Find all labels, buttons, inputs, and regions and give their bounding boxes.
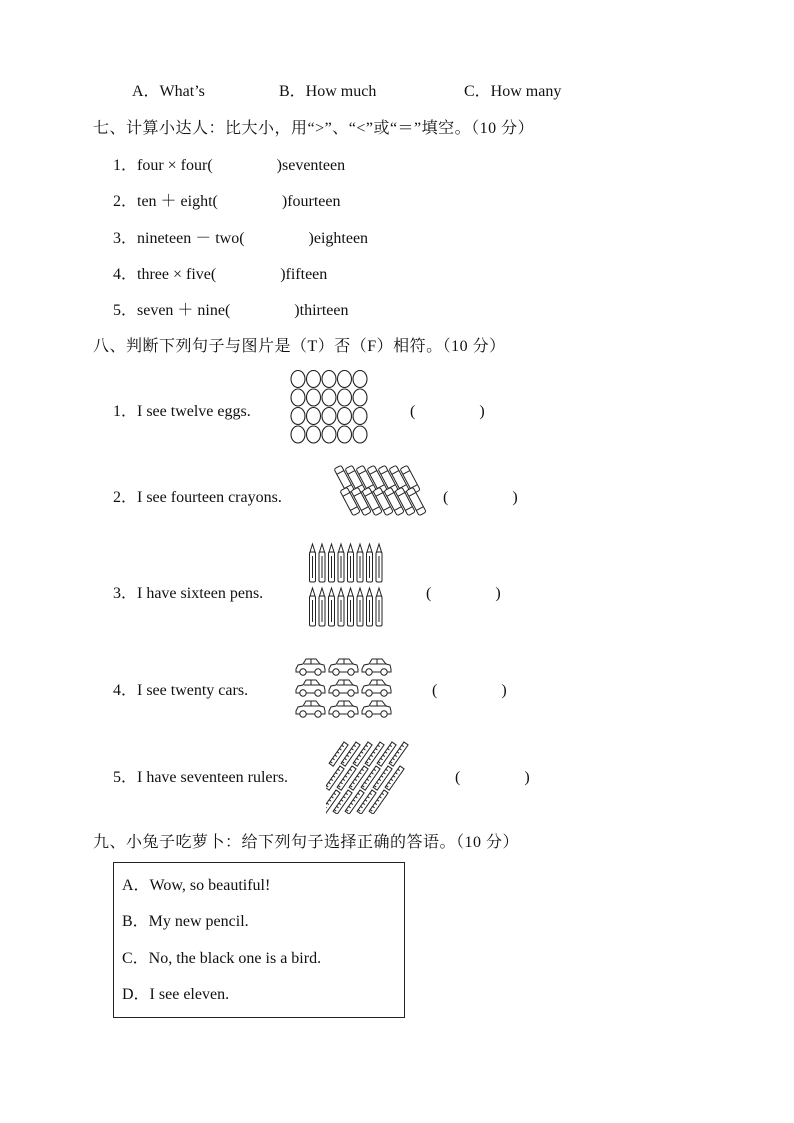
egg-icon	[338, 408, 352, 425]
egg-icon	[322, 389, 336, 406]
egg-icon	[338, 426, 352, 443]
pen-icon	[376, 588, 382, 626]
pen-icon	[319, 544, 325, 582]
pen-icon	[319, 588, 325, 626]
option-a: A．What’s	[132, 83, 205, 100]
section7-item-3: 3．nineteen － two( )eighteen	[113, 230, 369, 247]
car-icon	[362, 680, 391, 696]
pen-icon	[376, 544, 382, 582]
egg-icon	[353, 389, 367, 406]
section8-item-5-answer[interactable]: ( )	[455, 769, 530, 786]
section8-item-1-text: 1．I see twelve eggs.	[113, 403, 251, 420]
section8-item-3-text: 3．I have sixteen pens.	[113, 585, 264, 602]
section7-item-5: 5．seven ＋ nine( )thirteen	[113, 302, 349, 319]
section7-item-4: 4．three × five( )fifteen	[113, 266, 328, 283]
egg-icon	[291, 371, 305, 388]
pen-icon	[310, 544, 316, 582]
pen-icon	[357, 544, 363, 582]
egg-icon	[307, 408, 321, 425]
egg-icon	[307, 371, 321, 388]
answer-d: D．I see eleven.	[122, 986, 230, 1003]
car-icon	[296, 701, 325, 717]
pen-icon	[338, 588, 344, 626]
section8-item-3-answer[interactable]: ( )	[426, 585, 501, 602]
pen-icon	[338, 544, 344, 582]
option-c: C．How many	[464, 83, 562, 100]
answer-b: B．My new pencil.	[122, 913, 249, 930]
egg-icon	[291, 408, 305, 425]
pen-icon	[367, 588, 373, 626]
answer-c: C．No, the black one is a bird.	[122, 950, 322, 967]
option-b: B．How much	[279, 83, 377, 100]
pen-icon	[329, 544, 335, 582]
rulers-picture	[326, 738, 422, 814]
pen-icon	[329, 588, 335, 626]
section7-item-2: 2．ten ＋ eight( )fourteen	[113, 193, 341, 210]
pens-picture	[306, 542, 388, 630]
section8-item-2-text: 2．I see fourteen crayons.	[113, 489, 282, 506]
egg-icon	[307, 389, 321, 406]
car-icon	[296, 659, 325, 675]
section8-item-5-text: 5．I have seventeen rulers.	[113, 769, 289, 786]
section7-item-1: 1．four × four( )seventeen	[113, 157, 346, 174]
pen-icon	[367, 544, 373, 582]
pen-icon	[348, 588, 354, 626]
section8-item-1-answer[interactable]: ( )	[410, 403, 485, 420]
egg-icon	[291, 426, 305, 443]
answer-a: A．Wow, so beautiful!	[122, 877, 271, 894]
section7-heading: 七、计算小达人：比大小，用“>”、“<”或“＝”填空。（10 分）	[93, 120, 535, 137]
section9-heading: 九、小兔子吃萝卜：给下列句子选择正确的答语。（10 分）	[93, 834, 520, 851]
egg-icon	[353, 408, 367, 425]
egg-icon	[322, 408, 336, 425]
egg-icon	[291, 389, 305, 406]
pen-icon	[348, 544, 354, 582]
section8-heading: 八、判断下列句子与图片是（T）否（F）相符。（10 分）	[93, 338, 506, 355]
egg-icon	[338, 389, 352, 406]
car-icon	[362, 659, 391, 675]
egg-icon	[307, 426, 321, 443]
car-icon	[329, 701, 358, 717]
egg-icon	[353, 371, 367, 388]
car-icon	[296, 680, 325, 696]
section8-item-4-text: 4．I see twenty cars.	[113, 682, 249, 699]
car-icon	[329, 680, 358, 696]
egg-icon	[322, 426, 336, 443]
crayons-picture	[326, 463, 426, 525]
answer-box	[113, 862, 405, 1018]
pen-icon	[310, 588, 316, 626]
car-icon	[329, 659, 358, 675]
eggs-picture	[290, 370, 370, 444]
section8-item-2-answer[interactable]: ( )	[443, 489, 518, 506]
car-icon	[362, 701, 391, 717]
egg-icon	[322, 371, 336, 388]
section8-item-4-answer[interactable]: ( )	[432, 682, 507, 699]
cars-picture	[293, 655, 395, 719]
egg-icon	[353, 426, 367, 443]
egg-icon	[338, 371, 352, 388]
pen-icon	[357, 588, 363, 626]
